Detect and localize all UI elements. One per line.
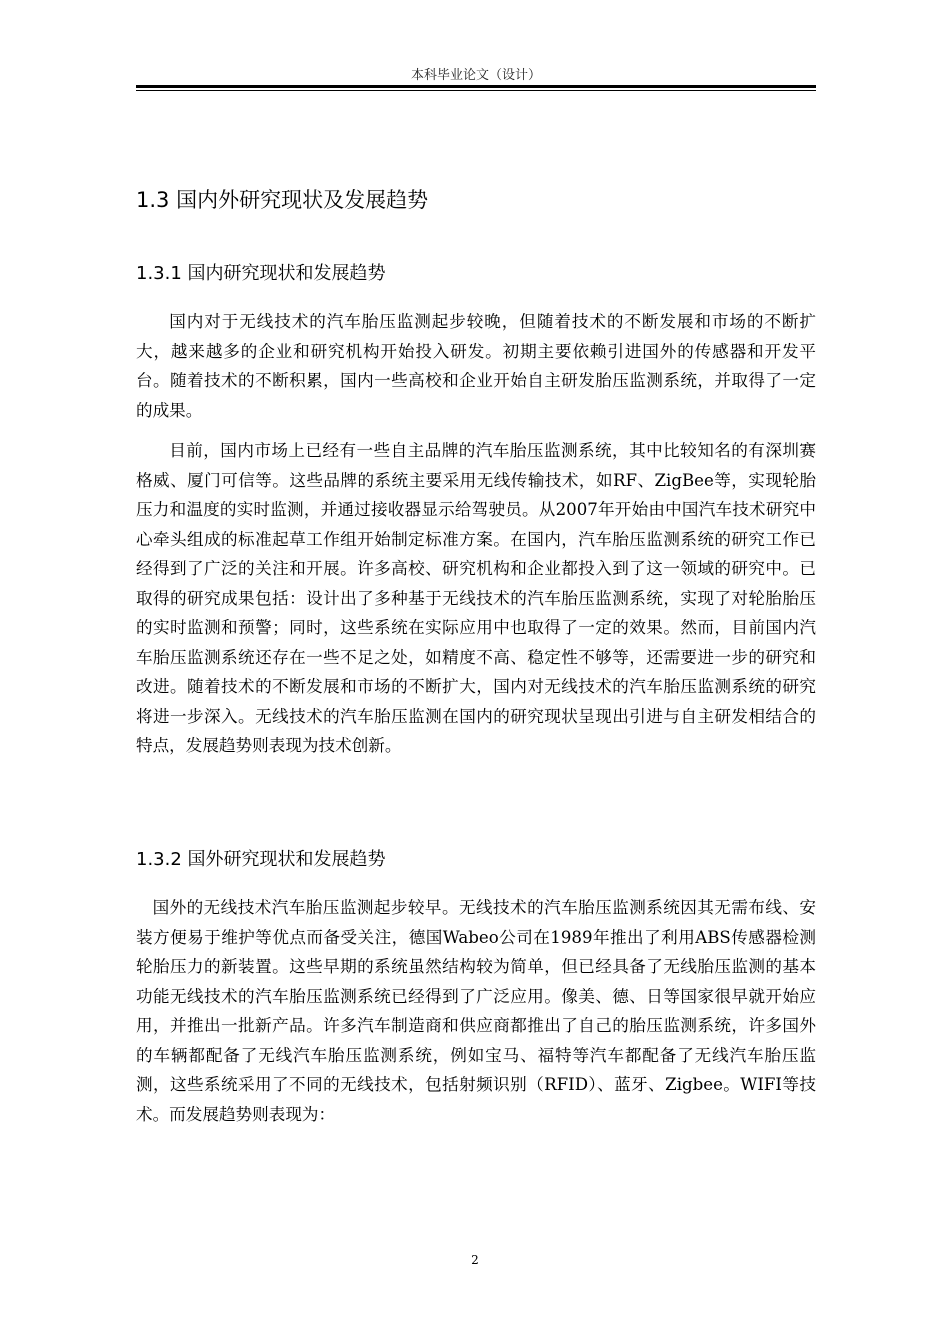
- subsection-heading-domestic: 1.3.1 国内研究现状和发展趋势: [136, 263, 386, 284]
- subsection-heading-foreign: 1.3.2 国外研究现状和发展趋势: [136, 849, 386, 870]
- paragraph-foreign-1: 国外的无线技术汽车胎压监测起步较早。无线技术的汽车胎压监测系统因其无需布线、安装方便易于维护等优点而备受关注，德国Wabeo公司在1989年推出了利用ABS传感器检测轮胎压力的新装置。这些早期的系统虽然结构较为简单，但已经具备了无线胎压监测的基本功能无线技术的汽车胎压监测系统已经得到了广泛应用。像美、德、日等国家很早就开始应用，并推出一批新产品。许多汽车制造商和供应商都推出了自己的胎压监测系统，许多国外的车辆都配备了无线汽车胎压监测系统，例如宝马、福特等汽车都配备了无线汽车胎压监测，这些系统采用了不同的无线技术，包括射频识别（RFID）、蓝牙、Zigbee。WIFI等技术。而发展趋势则表现为：: [136, 898, 816, 1124]
- paragraph-domestic-1: 国内对于无线技术的汽车胎压监测起步较晚，但随着技术的不断发展和市场的不断扩大，越来越多的企业和研究机构开始投入研发。初期主要依赖引进国外的传感器和开发平台。随着技术的不断积累，国内一些高校和企业开始自主研发胎压监测系统，并取得了一定的成果。: [136, 312, 816, 420]
- header-rule-thin: [136, 90, 816, 91]
- section-heading: 1.3 国内外研究现状及发展趋势: [136, 188, 429, 212]
- running-header: 本科毕业论文（设计）: [410, 68, 541, 83]
- paragraph-domestic-2: 目前，国内市场上已经有一些自主品牌的汽车胎压监测系统，其中比较知名的有深圳赛格威、厦门可信等。这些品牌的系统主要采用无线传输技术，如RF、ZigBee等，实现轮胎压力和温度的实时监测，并通过接收器显示给驾驶员。从2007年开始由中国汽车技术研究中心牵头组成的标准起草工作组开始制定标准方案。在国内，汽车胎压监测系统的研究工作已经得到了广泛的关注和开展。许多高校、研究机构和企业都投入到了这一领域的研究中。已取得的研究成果包括：设计出了多种基于无线技术的汽车胎压监测系统，实现了对轮胎胎压的实时监测和预警；同时，这些系统在实际应用中也取得了一定的效果。然而，目前国内汽车胎压监测系统还存在一些不足之处，如精度不高、稳定性不够等，还需要进一步的研究和改进。随着技术的不断发展和市场的不断扩大，国内对无线技术的汽车胎压监测系统的研究将进一步深入。无线技术的汽车胎压监测在国内的研究现状呈现出引进与自主研发相结合的特点，发展趋势则表现为技术创新。: [136, 441, 816, 755]
- header-rule-thick: [136, 85, 816, 88]
- page-number: 2: [471, 1253, 479, 1267]
